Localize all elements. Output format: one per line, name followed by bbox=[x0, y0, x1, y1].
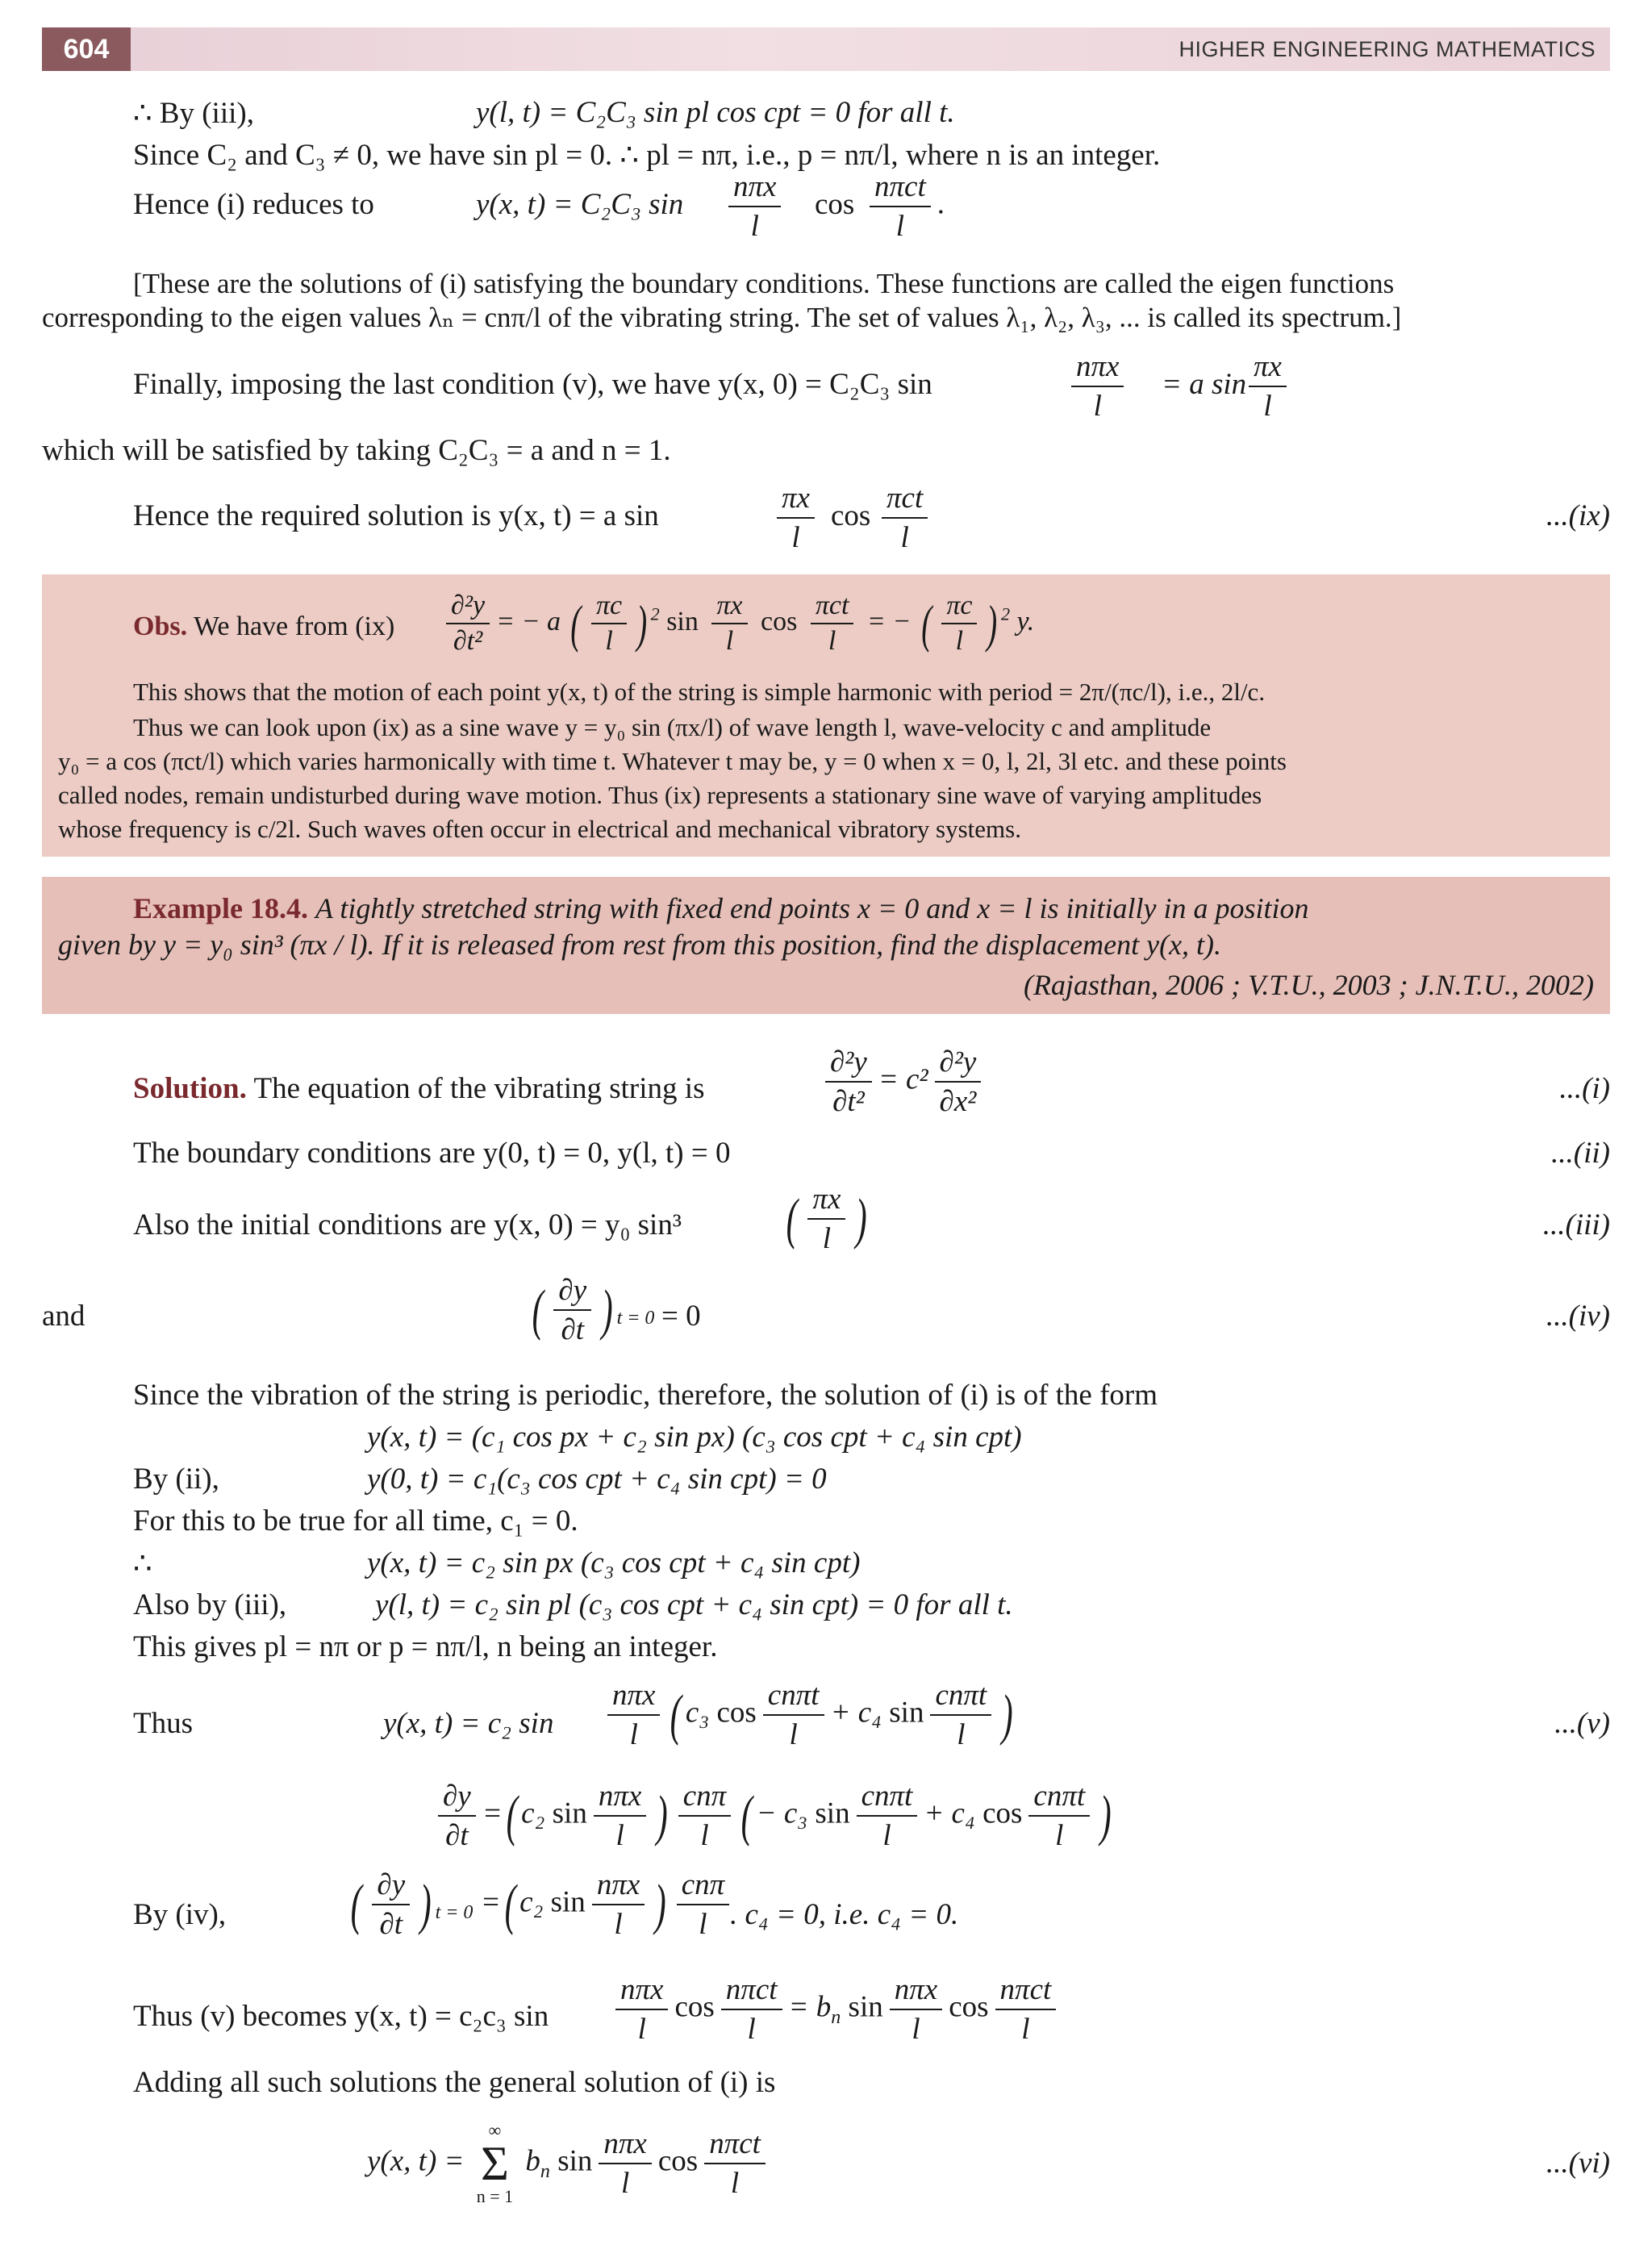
by-iii-label: ∴ By (iii), bbox=[133, 97, 254, 130]
bracket-line-1: [These are the solutions of (i) satisfying the boundary conditions. These functions are called the eigen functions bbox=[133, 268, 1395, 299]
velocity-rhs: = 0 bbox=[661, 1300, 701, 1333]
tag-ix: ...(ix) bbox=[1546, 499, 1610, 532]
obs-line-4: called nodes, remain undisturbed during wave motion. Thus (ix) represents a stationary sine wave of varying amplitudes bbox=[58, 781, 1262, 809]
thus-v-rhs: $\frac{\text{nπx}}{l}$ cos $\frac{\text{nπct}}{l}$ = $b_n$ sin $\frac{\text{nπx}}{l}$ cos $\frac{\text{nπct}}{l}$ bbox=[609, 1972, 1062, 2047]
frac-npict: $\frac{\text{nπct}}{l}$ . bbox=[863, 169, 945, 244]
boundary-conditions: The boundary conditions are y(0, t) = 0, y(l, t) = 0 bbox=[133, 1137, 731, 1170]
frac-num: πx bbox=[777, 481, 815, 519]
frac-pix bbox=[1242, 349, 1293, 424]
tag-i: ...(i) bbox=[1559, 1072, 1610, 1105]
finally-line: Finally, imposing the last condition (v), we have y(x, 0) = C₂C₃ sin bbox=[133, 368, 932, 401]
also-by-iii-label: Also by (iii), bbox=[133, 1588, 287, 1621]
frac-pix-sol bbox=[770, 481, 821, 555]
derivative-equation: $\frac{\partial y}{\partial t}$ =( c₂ sin $\frac{\text{nπx}}{l}$ ) $\frac{\text{cnπ}}{l}$ ( − c₃ sin $\frac{\text{cnπt}}{l}$ + c₄ cos $\frac{\text{cnπt}}{l}$ ) bbox=[432, 1779, 1116, 1853]
frac-den: l bbox=[1093, 390, 1102, 423]
frac-den: l bbox=[900, 521, 909, 554]
frac-pict-sol bbox=[875, 481, 934, 555]
thus-label: Thus bbox=[133, 1707, 193, 1740]
obs-equation: $\frac{\text{∂²y}}{\text{∂t²}}$ = − a ( $\frac{\pi c}{l}$ ) $^2$ sin $\frac{\pi x}{l}$ cos $\frac{\text{πct}}{l}$ = − ( $\frac{\pi c}{l}$ ) $^2$ y. bbox=[440, 590, 1034, 657]
since-line: Since C₂ and C₃ ≠ 0, we have sin pl = 0. ∴ pl = nπ, i.e., p = nπ/l, where n is an integer. bbox=[133, 139, 1161, 172]
obs-intro-line bbox=[133, 611, 394, 642]
tag-vi: ...(vi) bbox=[1546, 2147, 1610, 2180]
solution-label: Solution. bbox=[133, 1072, 247, 1105]
frac-num: πx bbox=[1249, 349, 1287, 387]
therefore-equation: y(x, t) = c₂ sin px (c₃ cos cpt + c₄ sin cpt) bbox=[367, 1546, 861, 1579]
therefore-symbol: ∴ bbox=[133, 1547, 152, 1580]
example-text-1: A tightly stretched string with fixed end points x = 0 and x = l is initially in a position bbox=[315, 892, 1309, 924]
page-number: 604 bbox=[42, 27, 131, 71]
solution-text: The equation of the vibrating string is bbox=[253, 1072, 705, 1105]
bracket-line-2: corresponding to the eigen values λₙ = cnπ/l of the vibrating string. The set of values λ₁, λ₂, λ₃, ... is called its spectrum.] bbox=[42, 302, 1402, 333]
solution-line bbox=[133, 1071, 704, 1106]
initial-conditions: Also the initial conditions are y(x, 0) = y₀ sin³ bbox=[133, 1208, 682, 1241]
tag-ii: ...(ii) bbox=[1551, 1137, 1610, 1170]
tag-iv: ...(iv) bbox=[1546, 1300, 1610, 1333]
by-ii-equation: y(0, t) = c₁(c₃ cos cpt + c₄ sin cpt) = 0 bbox=[367, 1463, 827, 1496]
obs-line-1: This shows that the motion of each point y(x, t) of the string is simple harmonic with period = 2π/(πc/l), i.e., 2l/c. bbox=[133, 678, 1266, 706]
frac-den: l bbox=[791, 521, 800, 554]
required-solution: Hence the required solution is y(x, t) = a sin bbox=[133, 499, 659, 532]
also-equation: y(l, t) = c₂ sin pl (c₃ cos cpt + c₄ sin cpt) = 0 for all t. bbox=[375, 1588, 1013, 1621]
periodic-line: Since the vibration of the string is periodic, therefore, the solution of (i) is of the form bbox=[133, 1379, 1158, 1412]
thus-equation-lhs: y(x, t) = c₂ sin bbox=[383, 1707, 554, 1740]
boundary-equation: y(l, t) = C₂C₃ sin pl cos cpt = 0 for all t. bbox=[476, 96, 955, 129]
equals-a-sin: = a sin bbox=[1162, 368, 1247, 401]
example-line-1 bbox=[133, 891, 1309, 925]
satisfied-line: which will be satisfied by taking C₂C₃ = a and n = 1. bbox=[42, 434, 671, 467]
frac-den: l bbox=[750, 210, 759, 243]
by-ii-label: By (ii), bbox=[133, 1463, 219, 1496]
cos-label: cos bbox=[815, 188, 855, 221]
adding-line: Adding all such solutions the general solution of (i) is bbox=[133, 2066, 776, 2099]
obs-line-5: whose frequency is c/2l. Such waves often occur in electrical and mechanical vibratory systems. bbox=[58, 815, 1021, 843]
example-source: (Rajasthan, 2006 ; V.T.U., 2003 ; J.N.T.U., 2002) bbox=[1024, 969, 1594, 1001]
example-line-2: given by y = y₀ sin³ (πx / l). If it is released from rest from this position, find the displacement y(x, t). bbox=[58, 928, 1222, 961]
general-solution: y(x, t) = ∞ Σ n = 1 $b_n$ sin $\frac{\text{nπx}}{l}$ cos $\frac{\text{nπct}}{l}$ bbox=[367, 2120, 772, 2207]
obs-line-2: Thus we can look upon (ix) as a sine wave y = y₀ sin (πx/l) of wave length l, wave-velocity c and amplitude bbox=[133, 713, 1212, 741]
and-label: and bbox=[42, 1300, 86, 1333]
thus-v-becomes: Thus (v) becomes y(x, t) = c₂c₃ sin bbox=[133, 2000, 549, 2033]
frac-num: nπct bbox=[870, 169, 931, 207]
frac-npix bbox=[722, 169, 787, 244]
tag-v: ...(v) bbox=[1554, 1707, 1610, 1740]
obs-intro: We have from (ix) bbox=[193, 611, 395, 641]
frac-num: nπx bbox=[1071, 349, 1124, 387]
velocity-condition: ( $\frac{\partial y}{\partial t}$ ) $_{t = 0}$ bbox=[532, 1274, 655, 1346]
tag-iii: ...(iii) bbox=[1542, 1208, 1610, 1241]
hence-reduces-label: Hence (i) reduces to bbox=[133, 188, 374, 221]
frac-num: nπx bbox=[728, 169, 781, 207]
frac-den: l bbox=[895, 210, 905, 243]
initial-sin-arg: ( $\frac{\pi x}{l}$ ) bbox=[786, 1183, 868, 1255]
frac-den: l bbox=[1263, 390, 1272, 423]
frac-num: πct bbox=[882, 481, 928, 519]
by-iv-label: By (iv), bbox=[133, 1898, 227, 1931]
cos-label-2: cos bbox=[831, 499, 871, 532]
by-iv-tail: . c₄ = 0, i.e. c₄ = 0. bbox=[730, 1898, 959, 1931]
running-head: HIGHER ENGINEERING MATHEMATICS bbox=[1179, 37, 1596, 61]
thus-equation-rhs: $\frac{\text{nπx}}{l}$ ( c₃ cos $\frac{\text{cnπt}}{l}$ + c₄ sin $\frac{\text{cnπt}}{l}$ ) bbox=[601, 1678, 1017, 1752]
reduced-equation bbox=[476, 187, 683, 222]
frac-npix-2 bbox=[1065, 349, 1130, 424]
gives-line: This gives pl = nπ or p = nπ/l, n being an integer. bbox=[133, 1630, 718, 1663]
example-label: Example 18.4. bbox=[133, 892, 309, 924]
by-iv-equation: ( $\frac{\partial y}{\partial t}$ ) $_{t = 0}$ =( c₂ sin $\frac{\text{nπx}}{l}$ ) $\frac{\text{cnπ}}{l}$ bbox=[347, 1867, 736, 1942]
general-form: y(x, t) = (c₁ cos px + c₂ sin px) (c₃ cos cpt + c₄ sin cpt) bbox=[367, 1421, 1022, 1454]
obs-label: Obs. bbox=[133, 611, 188, 641]
obs-line-3: y₀ = a cos (πct/l) which varies harmonically with time t. Whatever t may be, y = 0 when x = 0, l, 2l, 3l etc. and these points bbox=[58, 747, 1287, 775]
for-this-line: For this to be true for all time, c₁ = 0. bbox=[133, 1504, 578, 1538]
wave-equation: $\frac{\text{∂²y}}{\text{∂t²}}$ = c² $\frac{\text{∂²y}}{\text{∂x²}}$ bbox=[819, 1045, 987, 1119]
reduced-lhs: y(x, t) = C₂C₃ sin bbox=[476, 188, 684, 221]
